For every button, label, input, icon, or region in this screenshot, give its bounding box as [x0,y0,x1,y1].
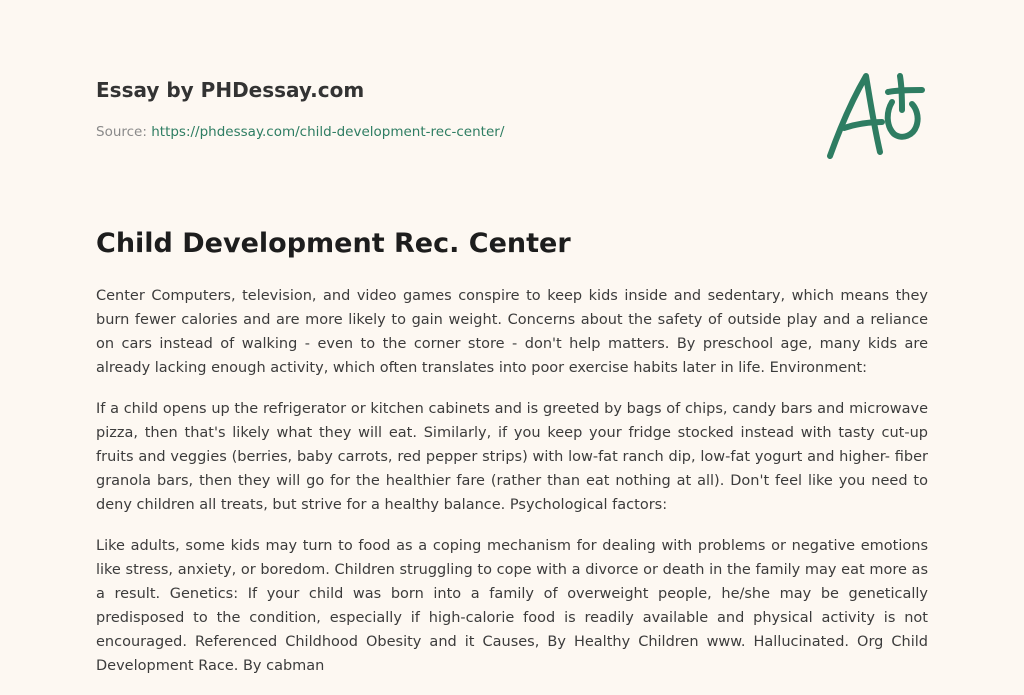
source-label: Source: [96,124,152,140]
essay-header [96,76,736,142]
essay-paragraph-1: Center Computers, television, and video games conspire to keep kids inside and sedentary, which means they burn fewer calories and are more likely to gain weight. Concerns about the safety of outside play and a reliance on cars instead of walking - even to the corner store - don't help matters. By preschool age, many kids are already lacking enough activity, which often translates into poor exercise habits later in life. Environment: [96,288,928,376]
a-plus-logo-icon [822,66,932,166]
source-link[interactable]: https://phdessay.com/child-development-rec-center/ [151,124,505,140]
a-plus-logo [822,66,932,166]
essay-paragraph-2: If a child opens up the refrigerator or kitchen cabinets and is greeted by bags of chips, candy bars and microwave pizza, then that's likely what they will eat. Similarly, if you keep your fridge stocked instead with tasty cut-up fruits and veggies (berries, baby carrots, red pepper strips) with low-fat ranch dip, low-fat yogurt and higher- fiber granola bars, then they will go for the healthier fare (rather than eat nothing at all). Don't feel like you need to deny children all treats, but strive for a healthy balance. Psychological factors: [96,401,928,513]
site-title: Essay by PHDessay.com [96,78,365,102]
essay-title: Child Development Rec. Center [96,228,571,259]
essay-paragraph-3: Like adults, some kids may turn to food as a coping mechanism for dealing with problems or negative emotions like stress, anxiety, or boredom. Children struggling to cope with a divorce or death in the family may eat more as a result. Genetics: If your child was born into a family of overweight people, he/she may be genetically predisposed to the condition, especially if high-calorie food is readily available and physical activity is not encouraged. Referenced Childhood Obesity and it Causes, By Healthy Children www. Hallucinated. Org Child Development Race. By cabman [96,538,928,674]
source-line [96,122,736,142]
essay-body [96,284,928,695]
